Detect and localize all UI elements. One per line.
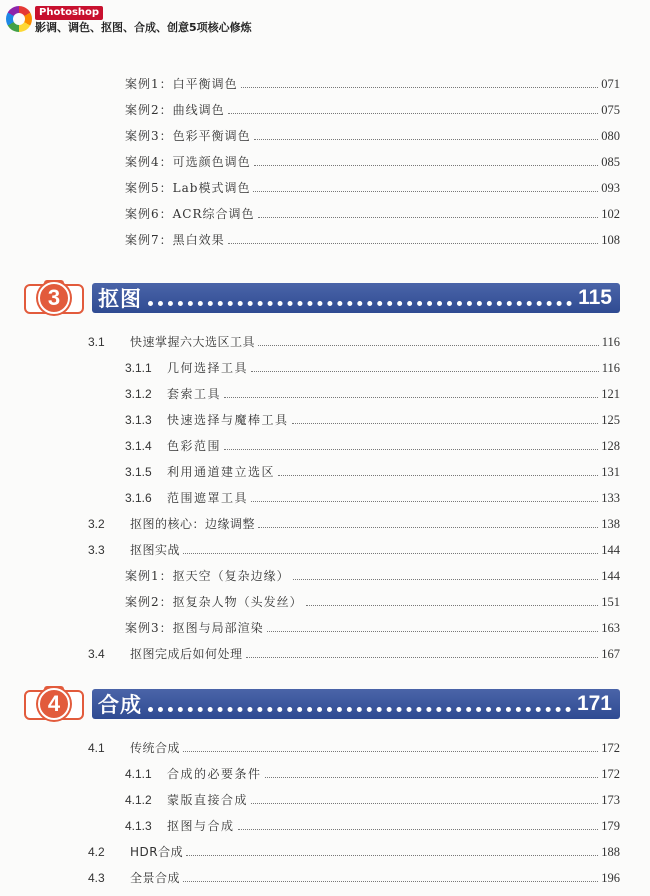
dot-leader xyxy=(238,829,599,830)
toc-entry-title: 合成的必要条件 xyxy=(167,767,262,781)
book-header xyxy=(0,0,650,42)
toc-entry-number: 4.1.2 xyxy=(125,793,152,807)
toc-entry-page: 172 xyxy=(601,767,620,781)
toc-entry-page: 121 xyxy=(601,387,620,401)
toc-entry-page: 188 xyxy=(601,845,620,859)
toc-entry[interactable] xyxy=(88,642,620,662)
toc-entry[interactable] xyxy=(125,356,620,376)
dot-leader xyxy=(293,579,599,580)
toc-entry-title: 色彩范围 xyxy=(167,439,222,453)
toc-entry-title: 抠图的核心：边缘调整 xyxy=(130,517,256,531)
dot-leader xyxy=(251,803,598,804)
toc-entry-title: 范围遮罩工具 xyxy=(167,491,249,505)
toc-entry[interactable] xyxy=(125,762,620,782)
toc-entry[interactable] xyxy=(88,538,620,558)
toc-entry-number: 3.1.1 xyxy=(125,361,152,375)
camera-icon xyxy=(20,686,88,722)
dot-leader xyxy=(183,751,598,752)
dot-leader xyxy=(306,605,599,606)
toc-entry[interactable] xyxy=(125,814,620,834)
dot-leader xyxy=(253,191,598,192)
dot-leader xyxy=(251,371,599,372)
toc-entry[interactable] xyxy=(125,124,620,144)
chapter-page: 171 xyxy=(576,692,612,715)
toc-entry[interactable] xyxy=(125,460,620,480)
toc-entry-page: 144 xyxy=(601,543,620,557)
dot-leader xyxy=(183,553,598,554)
toc-entry-number: 3.1 xyxy=(88,335,105,349)
toc-entry[interactable] xyxy=(125,202,620,222)
toc-entry-page: 075 xyxy=(601,103,620,117)
toc-entry-title: 快速掌握六大选区工具 xyxy=(130,335,256,349)
toc-entry-page: 128 xyxy=(601,439,620,453)
toc-entry[interactable] xyxy=(125,408,620,428)
chapter-title-bar xyxy=(92,689,620,719)
dot-leader xyxy=(251,501,598,502)
brand-badge: Photoshop xyxy=(35,6,103,20)
toc-entry[interactable] xyxy=(88,512,620,532)
toc-entry-number: 4.1.3 xyxy=(125,819,152,833)
toc-entry-title: HDR合成 xyxy=(130,845,184,859)
toc-entry-number: 3.1.3 xyxy=(125,413,152,427)
toc-entry-title: 案例1：抠天空（复杂边缘） xyxy=(125,569,290,583)
toc-entry[interactable] xyxy=(88,330,620,350)
toc-entry-title: 案例3：色彩平衡调色 xyxy=(125,129,251,143)
toc-entry[interactable] xyxy=(125,564,620,584)
toc-entry-page: 116 xyxy=(601,335,620,349)
toc-entry-page: 138 xyxy=(601,517,620,531)
toc-entry-number: 4.1 xyxy=(88,741,105,755)
toc-entry-page: 144 xyxy=(601,569,620,583)
toc-entry-title: 案例1：白平衡调色 xyxy=(125,77,238,91)
toc-entry[interactable] xyxy=(125,486,620,506)
toc-entry[interactable] xyxy=(125,616,620,636)
dot-leader xyxy=(278,475,598,476)
toc-entry-page: 163 xyxy=(601,621,620,635)
chapter-3-banner[interactable] xyxy=(20,280,620,316)
dot-leader xyxy=(241,87,599,88)
dot-leader xyxy=(258,527,598,528)
toc-entry-number: 3.3 xyxy=(88,543,105,557)
toc-entry-page: 133 xyxy=(601,491,620,505)
dot-leader xyxy=(224,397,598,398)
toc-entry-title: 案例7：黑白效果 xyxy=(125,233,225,247)
toc-entry[interactable] xyxy=(125,590,620,610)
chapter-number: 4 xyxy=(38,688,70,720)
toc-entry-title: 套索工具 xyxy=(167,387,222,401)
toc-entry[interactable] xyxy=(88,840,620,860)
toc-entry-number: 3.1.4 xyxy=(125,439,152,453)
toc-entry[interactable] xyxy=(125,176,620,196)
toc-entry-title: 抠图实战 xyxy=(130,543,181,557)
toc-entry-page: 167 xyxy=(601,647,620,661)
toc-entry-title: 利用通道建立选区 xyxy=(167,465,276,479)
toc-entry[interactable] xyxy=(88,736,620,756)
toc-entry-page: 071 xyxy=(601,77,620,91)
toc-entry-number: 4.2 xyxy=(88,845,105,859)
dot-leader xyxy=(228,113,599,114)
toc-entry-title: 传统合成 xyxy=(130,741,181,755)
toc-entry-title: 案例3：抠图与局部渲染 xyxy=(125,621,264,635)
toc-entry-title: 抠图完成后如何处理 xyxy=(130,647,243,661)
toc-entry[interactable] xyxy=(125,788,620,808)
toc-entry-page: 102 xyxy=(601,207,620,221)
toc-entry-number: 3.4 xyxy=(88,647,105,661)
toc-entry-title: 案例6：ACR综合调色 xyxy=(125,207,255,221)
toc-entry-number: 3.1.2 xyxy=(125,387,152,401)
toc-entry[interactable] xyxy=(88,866,620,886)
toc-entry-page: 093 xyxy=(601,181,620,195)
chapter-page: 115 xyxy=(578,286,612,309)
dot-leader xyxy=(186,855,598,856)
toc-entry-title: 几何选择工具 xyxy=(167,361,249,375)
dot-leader xyxy=(148,707,571,712)
dot-leader xyxy=(265,777,599,778)
toc-entry-page: 125 xyxy=(601,413,620,427)
chapter-title-bar xyxy=(92,283,620,313)
toc-entry-page: 151 xyxy=(601,595,620,609)
toc-entry-title: 案例2：曲线调色 xyxy=(125,103,225,117)
dot-leader xyxy=(224,449,598,450)
toc-entry[interactable] xyxy=(125,228,620,248)
chapter-title: 合成 xyxy=(98,693,142,717)
dot-leader xyxy=(148,301,572,306)
dot-leader xyxy=(246,657,599,658)
toc-entry-page: 116 xyxy=(601,361,620,375)
toc-entry-page: 172 xyxy=(601,741,620,755)
toc-entry-page: 108 xyxy=(601,233,620,247)
toc-entry-title: 快速选择与魔棒工具 xyxy=(167,413,289,427)
dot-leader xyxy=(228,243,599,244)
toc-entry-title: 全景合成 xyxy=(130,871,181,885)
dot-leader xyxy=(254,139,599,140)
toc-entry-page: 131 xyxy=(601,465,620,479)
dot-leader xyxy=(254,165,599,166)
toc-entry-title: 蒙版直接合成 xyxy=(167,793,249,807)
toc-entry-page: 085 xyxy=(601,155,620,169)
toc-entry-title: 抠图与合成 xyxy=(167,819,235,833)
toc-entry-number: 4.3 xyxy=(88,871,105,885)
toc-entry-number: 3.1.5 xyxy=(125,465,152,479)
dot-leader xyxy=(183,881,598,882)
toc-entry-page: 179 xyxy=(601,819,620,833)
toc-entry-title: 案例2：抠复杂人物（头发丝） xyxy=(125,595,303,609)
toc-entry-page: 196 xyxy=(601,871,620,885)
chapter-4-banner[interactable] xyxy=(20,686,620,722)
toc-entry-title: 案例5：Lab模式调色 xyxy=(125,181,251,195)
dot-leader xyxy=(258,217,599,218)
dot-leader xyxy=(258,345,599,346)
toc-entry[interactable] xyxy=(125,98,620,118)
toc-entry-number: 3.2 xyxy=(88,517,105,531)
toc-entry-page: 173 xyxy=(601,793,620,807)
toc-entry-number: 3.1.6 xyxy=(125,491,152,505)
toc-entry-number: 4.1.1 xyxy=(125,767,152,781)
camera-icon xyxy=(20,280,88,316)
dot-leader xyxy=(292,423,599,424)
toc-entry[interactable] xyxy=(125,150,620,170)
toc-entry[interactable] xyxy=(125,72,620,92)
color-wheel-logo-icon xyxy=(6,6,32,32)
dot-leader xyxy=(267,631,599,632)
chapter-title: 抠图 xyxy=(98,287,142,311)
toc-entry-page: 080 xyxy=(601,129,620,143)
chapter-number: 3 xyxy=(38,282,70,314)
book-subtitle: 影调、调色、抠图、合成、创意5项核心修炼 xyxy=(35,21,252,34)
toc-entry-title: 案例4：可选颜色调色 xyxy=(125,155,251,169)
toc-entry[interactable] xyxy=(125,434,620,454)
toc-entry[interactable] xyxy=(125,382,620,402)
